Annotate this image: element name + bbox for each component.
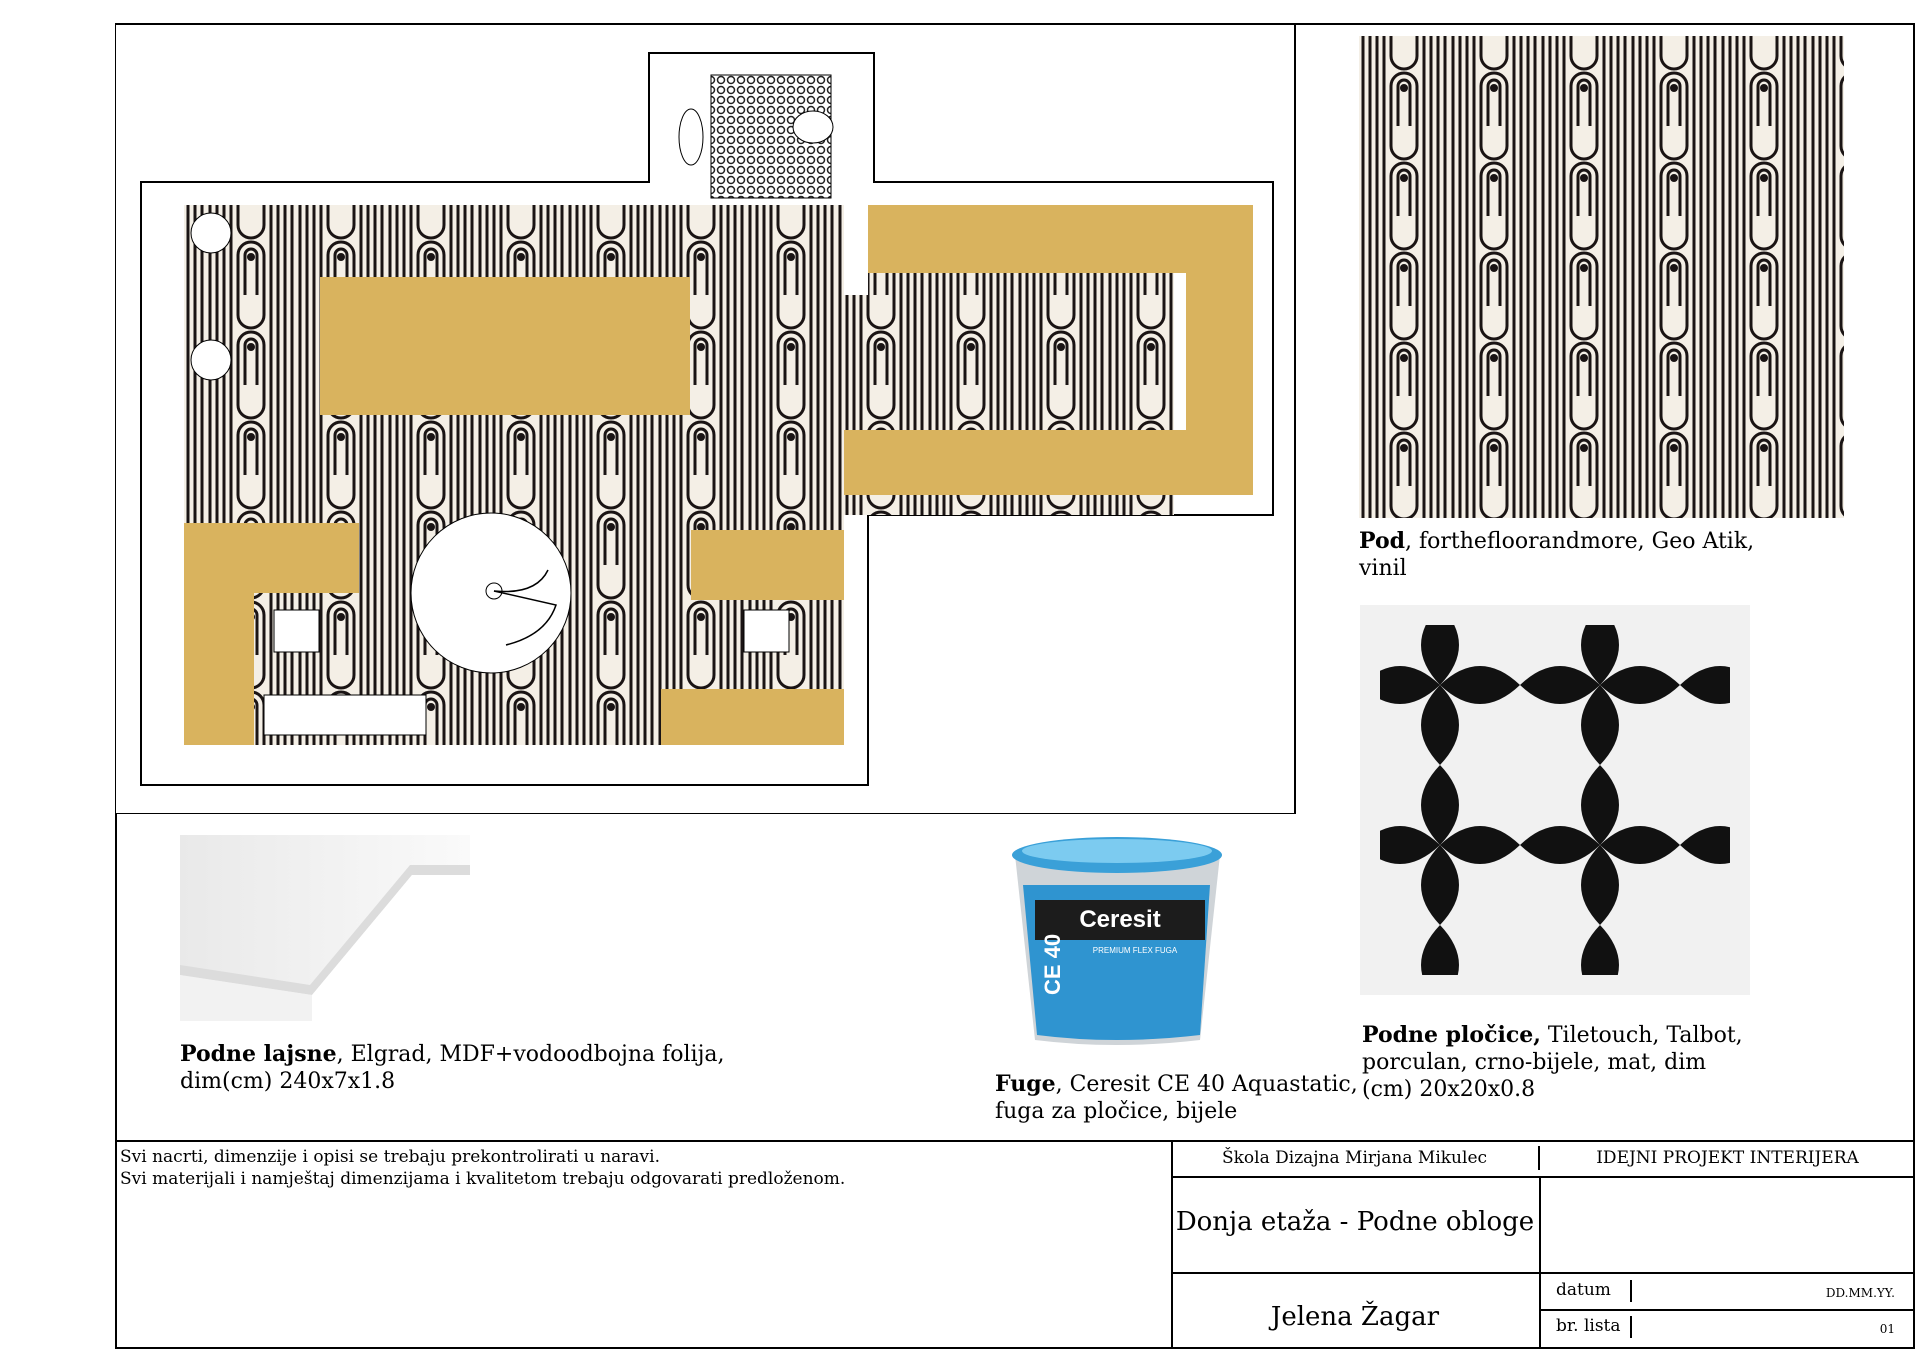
school-name: Škola Dizajna Mirjana Mikulec	[1221, 1148, 1488, 1168]
cabinet-left-side	[184, 593, 254, 745]
door-opening	[844, 205, 868, 295]
floor-plan	[116, 25, 1293, 812]
sheet-title: Donja etaža - Podne obloge	[1175, 1207, 1535, 1237]
floor-plan-frame	[115, 24, 1295, 814]
stool-left	[274, 610, 319, 652]
kitchen-counter-top	[868, 205, 1253, 273]
kitchen-counter-bottom	[844, 430, 1253, 495]
sheet-number-label: br. lista	[1556, 1316, 1621, 1336]
stool-right	[744, 610, 789, 652]
bucket-subtitle: PREMIUM FLEX FUGA	[1092, 946, 1178, 955]
cabinet-bottom-right	[661, 689, 844, 745]
tiles-caption: Podne pločice, Tiletouch, Talbot, porculan, crno-bijele, mat, dim (cm) 20x20x0.8	[1362, 1022, 1743, 1102]
skirting-caption: Podne lajsne, Elgrad, MDF+vodoodbojna folija, dim(cm) 240x7x1.8	[180, 1041, 725, 1094]
floor-caption: Pod, forthefloorandmore, Geo Atik, vinil	[1359, 528, 1755, 581]
floor-pattern-sample	[1359, 36, 1844, 518]
grout-caption: Fuge, Ceresit CE 40 Aquastatic, fuga za pločice, bijele	[995, 1071, 1358, 1124]
column-bottom	[191, 340, 231, 380]
cabinet-left-top	[184, 523, 359, 593]
project-name: IDEJNI PROJEKT INTERIJERA	[1596, 1148, 1859, 1168]
note-line-2: Svi materijali i namještaj dimenzijama i kvalitetom trebaju odgovarati predloženom.	[120, 1169, 846, 1189]
cabinet-right	[691, 530, 844, 600]
toilet-icon	[793, 111, 833, 143]
note-line-1: Svi nacrti, dimenzije i opisi se trebaju prekontrolirati u naravi.	[120, 1147, 660, 1167]
ceresit-bucket-image	[995, 825, 1235, 1050]
date-value: DD.MM.YY.	[1825, 1286, 1895, 1300]
round-table	[411, 513, 571, 673]
bucket-product: CE 40	[1040, 933, 1065, 995]
notes	[120, 1146, 845, 1190]
skirting-sample	[180, 835, 470, 1021]
author-name: Jelena Žagar	[1270, 1302, 1440, 1332]
sheet-number-value: 01	[1879, 1322, 1895, 1336]
column-top	[191, 213, 231, 253]
date-label: datum	[1556, 1280, 1611, 1300]
bench	[264, 695, 426, 735]
bucket-brand: Ceresit	[1079, 906, 1161, 933]
tile-pattern-sample	[1360, 605, 1750, 995]
sink-icon	[679, 109, 703, 165]
sofa-block	[320, 277, 690, 415]
